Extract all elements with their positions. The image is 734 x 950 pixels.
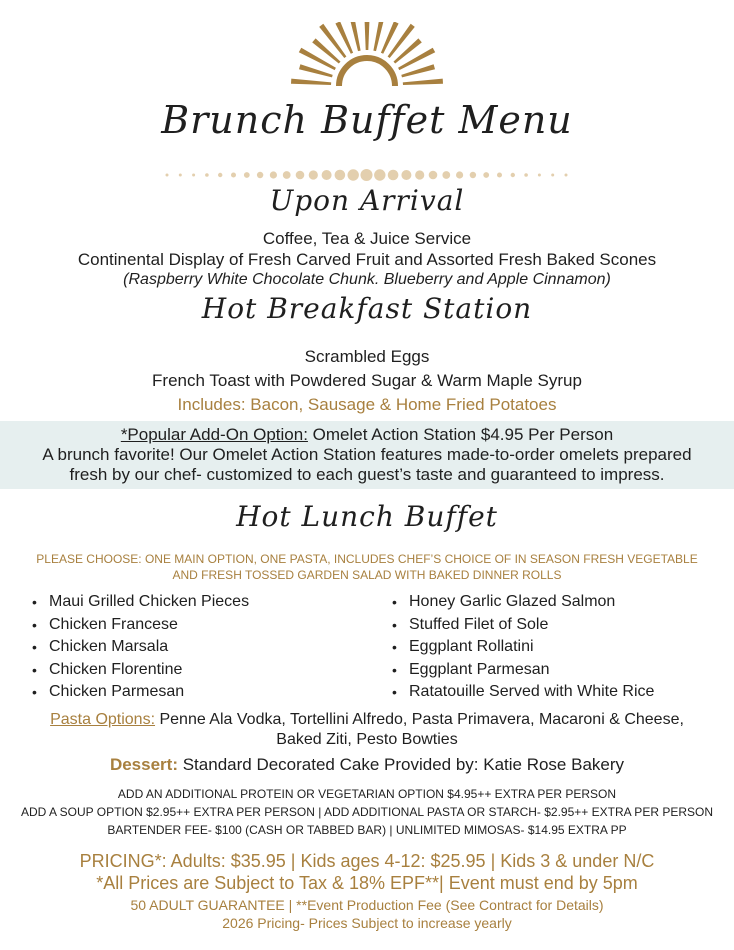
divider-dot	[257, 172, 263, 178]
addon-desc-2: fresh by our chef- customized to each guest’s taste and guaranteed to impress.	[69, 465, 665, 484]
pricing-line-2: *All Prices are Subject to Tax & 18% EPF**| Event must end by 5pm	[96, 873, 638, 893]
extras-line-1: ADD AN ADDITIONAL PROTEIN OR VEGETARIAN OPTION $4.95++ EXTRA PER PERSON	[117, 787, 617, 801]
list-item: • Chicken Francese	[32, 614, 249, 637]
list-item: • Chicken Florentine	[32, 659, 249, 682]
divider-dot	[322, 170, 332, 180]
divider-dot	[205, 173, 209, 177]
sunburst-logo	[287, 22, 447, 88]
addon-title	[0, 425, 734, 445]
dessert-label: Dessert:	[109, 755, 178, 774]
list-item: • Maui Grilled Chicken Pieces	[32, 591, 249, 614]
divider-dot	[388, 170, 399, 181]
divider-dot	[309, 170, 318, 179]
extras-line-2: ADD A SOUP OPTION $2.95++ EXTRA PER PERSON | ADD ADDITIONAL PASTA OR STARCH- $2.95++ EXTRA PER PERSON	[20, 805, 713, 819]
arrival-line-1: Coffee, Tea & Juice Service	[262, 229, 472, 248]
divider-dot	[511, 173, 515, 177]
sun-ray	[403, 79, 443, 85]
divider-dot	[538, 174, 541, 177]
divider-dot	[442, 171, 450, 179]
lunch-instructions-1: PLEASE CHOOSE: ONE MAIN OPTION, ONE PASTA, INCLUDES CHEF’S CHOICE OF IN SEASON FRESH VEGETABLE	[36, 552, 698, 566]
divider-dot	[231, 173, 236, 178]
list-item: • Chicken Parmesan	[32, 681, 249, 704]
divider-dot	[401, 170, 411, 180]
lunch-options-right	[392, 591, 654, 704]
addon-offer: Omelet Action Station $4.95 Per Person	[307, 425, 614, 444]
divider-dot	[551, 174, 554, 177]
divider-dot	[524, 173, 528, 177]
pasta-list-1: Penne Ala Vodka, Tortellini Alfredo, Pasta Primavera, Macaroni & Cheese,	[155, 711, 684, 728]
sun-ray	[364, 22, 369, 50]
divider-dot	[565, 174, 568, 177]
list-item: • Honey Garlic Glazed Salmon	[392, 591, 654, 614]
arrival-line-2: Continental Display of Fresh Carved Fruit and Assorted Fresh Baked Scones	[77, 250, 657, 269]
lunch-options-left	[32, 591, 249, 704]
divider-dot	[361, 169, 373, 181]
divider-dot	[497, 173, 502, 178]
extras-line-3: BARTENDER FEE- $100 (CASH OR TABBED BAR) | UNLIMITED MIMOSAS- $14.95 EXTRA PP	[107, 823, 627, 837]
divider-dot	[179, 174, 182, 177]
breakfast-line-1: Scrambled Eggs	[304, 347, 430, 366]
pasta-label: Pasta Options:	[50, 711, 156, 728]
breakfast-includes: Includes: Bacon, Sausage & Home Fried Potatoes	[177, 395, 557, 414]
extras-block	[0, 785, 734, 839]
addon-label: *Popular Add-On Option:	[120, 425, 308, 444]
list-item: • Ratatouille Served with White Rice	[392, 681, 654, 704]
section-heading-lunch: Hot Lunch Buffet	[236, 500, 498, 533]
pricing-line-3: 50 ADULT GUARANTEE | **Event Production Fee (See Contract for Details)	[130, 897, 604, 913]
lunch-instructions	[0, 551, 734, 583]
section-heading-arrival: Upon Arrival	[269, 184, 465, 217]
breakfast-line-2: French Toast with Powdered Sugar & Warm Maple Syrup	[152, 371, 582, 390]
divider-dot	[218, 173, 222, 177]
list-item: • Chicken Marsala	[32, 636, 249, 659]
list-item: • Eggplant Rollatini	[392, 636, 654, 659]
arrival-line-3: (Raspberry White Chocolate Chunk. Blueberry and Apple Cinnamon)	[123, 271, 611, 288]
divider-dot	[483, 172, 489, 178]
divider-dot	[429, 171, 438, 180]
pricing-line-1: PRICING*: Adults: $35.95 | Kids ages 4-12: $25.95 | Kids 3 & under N/C	[79, 851, 655, 871]
pasta-line-2: Baked Ziti, Pesto Bowties	[276, 731, 458, 748]
sun-ray	[291, 79, 331, 85]
divider-dot	[283, 171, 291, 179]
dessert-text: Standard Decorated Cake Provided by: Katie Rose Bakery	[178, 755, 625, 774]
list-item: • Stuffed Filet of Sole	[392, 614, 654, 637]
dessert-line	[0, 755, 734, 775]
pasta-options	[0, 710, 734, 750]
divider-dot	[244, 172, 250, 178]
lunch-instructions-2: AND FRESH TOSSED GARDEN SALAD WITH BAKED DINNER ROLLS	[172, 568, 562, 582]
pasta-line-1	[0, 710, 734, 730]
page-title: Brunch Buffet Menu	[161, 98, 573, 142]
divider-dot	[374, 169, 385, 180]
section-heading-breakfast: Hot Breakfast Station	[201, 292, 533, 325]
divider-dot	[166, 174, 169, 177]
list-item: • Eggplant Parmesan	[392, 659, 654, 682]
addon-desc-1: A brunch favorite! Our Omelet Action Station features made-to-order omelets prepared	[42, 445, 692, 464]
addon-band	[0, 421, 734, 489]
dot-divider	[160, 168, 574, 182]
pricing-block	[0, 850, 734, 894]
pricing-line-4: 2026 Pricing- Prices Subject to increase yearly	[222, 915, 512, 931]
divider-dot	[296, 171, 305, 180]
divider-dot	[348, 169, 359, 180]
divider-dot	[335, 170, 346, 181]
divider-dot	[470, 172, 476, 178]
divider-dot	[192, 174, 195, 177]
divider-dot	[270, 171, 277, 178]
divider-dot	[456, 171, 463, 178]
divider-dot	[415, 170, 424, 179]
